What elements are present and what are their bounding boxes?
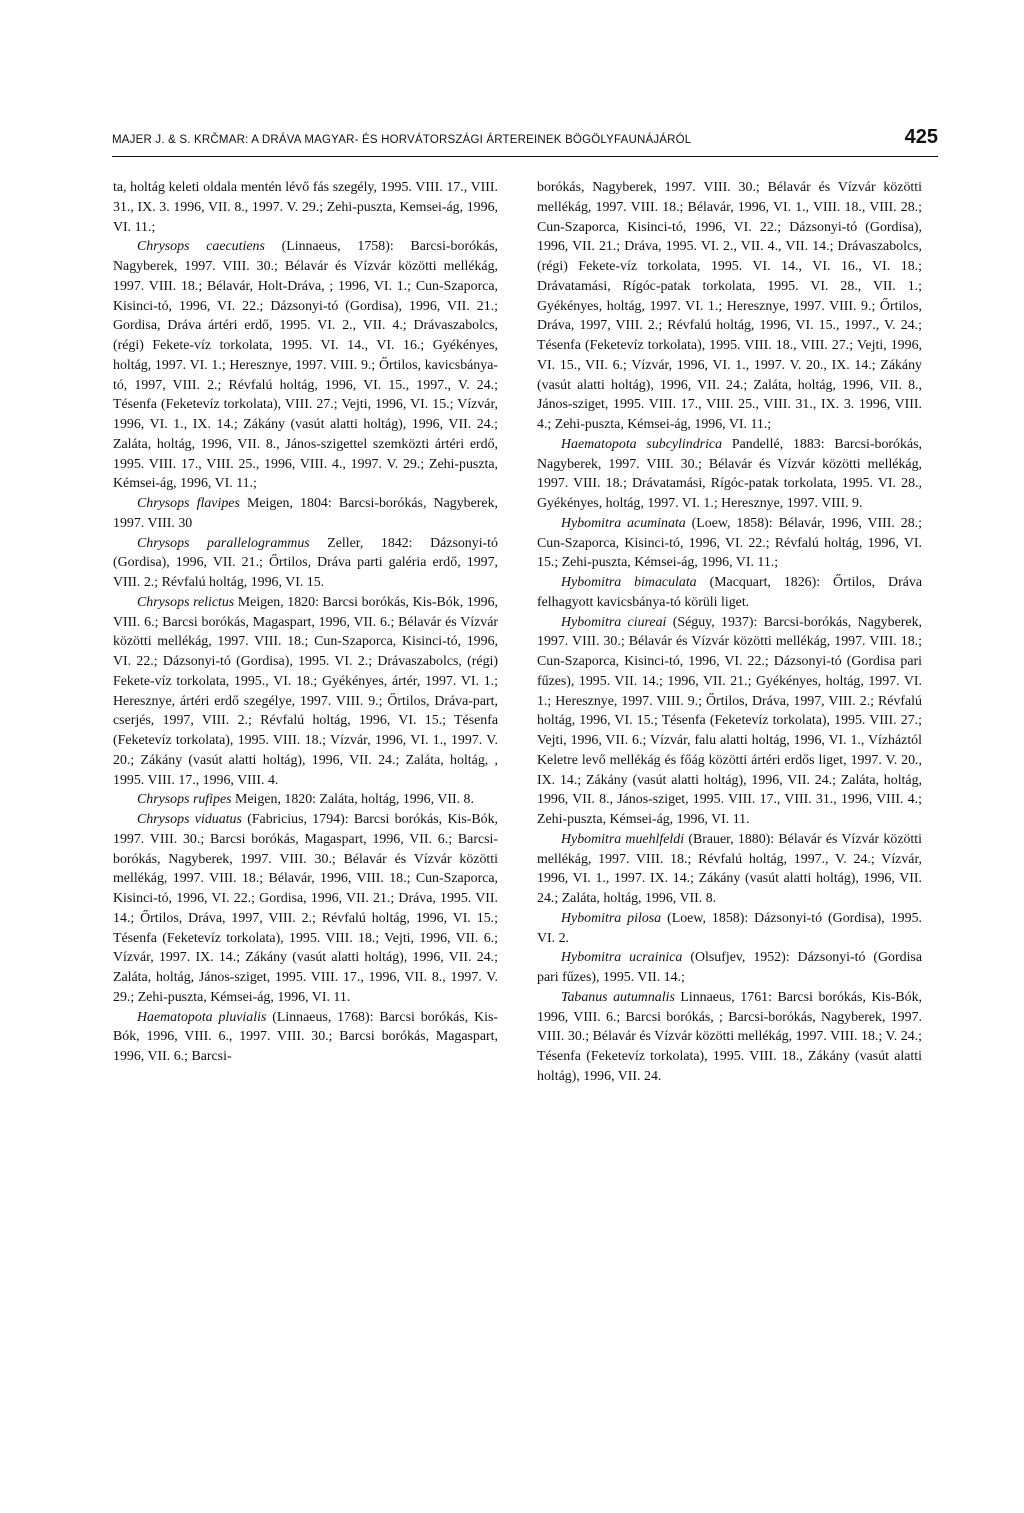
species-name: Hybomitra acuminata (561, 515, 686, 531)
page-number: 425 (904, 126, 938, 148)
species-record (537, 830, 922, 909)
species-record (113, 534, 498, 593)
species-name: Hybomitra pilosa (561, 910, 662, 926)
species-record (537, 514, 922, 573)
species-name: Haematopota pluvialis (137, 1009, 267, 1025)
species-name: Hybomitra bimaculata (561, 575, 697, 590)
species-name: Chrysops viduatus (137, 812, 242, 827)
species-record (113, 790, 498, 810)
species-record (537, 948, 922, 988)
record-text: (Fabricius, 1794): Barcsi borókás, Kis-Bók, 1997. VIII. 30.; Barcsi borókás, Magaspart, 1996, VII. 6.; Barcsi-borókás, Nagyberek, 1997. VIII. 30.; Bélavár és Vízvár közötti mellékág, 1997. VIII. 18.; Bélavár, 1996, VIII. 18.; Cun-Szaporca, Kisinci-tó, 1996, VI. 22.; Gordisa, 1996, VII. 21.; Dráva, 1995. VII. 14.; Őrtilos, Dráva, 1997, VIII. 2.; Révfalú holtág, 1996, VI. 15.; Tésenfa (Feketevíz torkolata), 1995. VIII. 18.; Vejti, 1996, VII. 6.; Vízvár, 1997. IX. 14.; Zákány (vasút alatti holtág), 1996, VII. 24.; Zaláta, holtág, János-sziget, 1995. VIII. 17., 1996, VII. 8., 1997. V. 29.; Zehi-puszta, Kémsei-ág, 1996, VI. 11. (113, 812, 498, 1005)
species-record (537, 988, 922, 1087)
record-text: Zeller, 1842: Dázsonyi-tó (Gordisa), 1996, VII. 21.; Őrtilos, Dráva parti galéria erdő, 1997, VIII. 2.; Révfalú holtág, 1996, VI. 15. (113, 535, 498, 590)
species-record (113, 494, 498, 534)
species-record (113, 810, 498, 1008)
record-text: Pandellé, 1883: Barcsi-borókás, Nagyberek, 1997. VIII. 30.; Bélavár és Vízvár közötti mellékág, 1997. VIII. 18.; Drávatamási, Rígóc-patak torkolata, 1995. VI. 28., Gyékényes, holtág, 1997. VI. 1.; Heresznye, 1997. VIII. 9. (537, 436, 922, 511)
record-text: Meigen, 1804: Barcsi-borókás, Nagyberek, 1997. VIII. 30 (113, 496, 499, 531)
right-column (537, 178, 922, 1087)
page-header (112, 126, 938, 157)
species-record (537, 573, 922, 613)
species-name: Haematopota subcylindrica (561, 436, 723, 452)
record-text: (Brauer, 1880): Bélavár és Vízvár közötti mellékág, 1997. VIII. 18.; Révfalú holtág, 1997., V. 24.; Vízvár, 1996, VI. 1., 1997. IX. 14.; Zákány (vasút alatti holtág), 1996, VII. 24.; Zaláta, holtág, 1996, VII. 8. (537, 831, 923, 906)
species-name: Chrysops rufipes (137, 792, 232, 808)
species-name: Chrysops caecutiens (137, 239, 265, 255)
record-text: (Linnaeus, 1768): Barcsi borókás, Kis-Bók, 1996, VIII. 6., 1997. VIII. 30.; Barcsi borókás, Magaspart, 1996, VII. 6.; Barcsi- (113, 1009, 499, 1064)
species-record (113, 1008, 498, 1067)
species-record (537, 178, 922, 435)
running-head: MAJER J. & S. KRČMAR: A DRÁVA MAGYAR- ÉS HORVÁTORSZÁGI ÁRTEREINEK BÖGÖLYFAUNÁJÁRÓL (112, 134, 692, 146)
species-record (113, 178, 498, 237)
record-text: (Loew, 1858): Dázsonyi-tó (Gordisa), 1995. VI. 2. (537, 910, 922, 946)
species-record (537, 909, 922, 949)
left-column (113, 178, 498, 1067)
record-text: (Loew, 1858): Bélavár, 1996, VIII. 28.; Cun-Szaporca, Kisinci-tó, 1996, VI. 22.; Révfalú holtág, 1996, VI. 15.; Zehi-puszta, Kémsei-ág, 1996, VI. 11.; (537, 515, 923, 571)
record-text: ta, holtág keleti oldala mentén lévő fás szegély, 1995. VIII. 17., VIII. 31., IX. 3. 1996, VII. 8., 1997. V. 29.; Zehi-puszta, Kemsei-ág, 1996, VI. 11.; (113, 180, 498, 235)
species-record (113, 593, 498, 791)
record-text: (Séguy, 1937): Barcsi-borókás, Nagyberek, 1997. VIII. 30.; Bélavár és Vízvár közötti mellékág, 1997. VIII. 18.; Cun-Szaporca, Kisinci-tó, 1996, VI. 22.; Dázsonyi-tó (Gordisa pari fűzes), 1995. VII. 14.; 1996, VII. 21.; Gyékényes, holtág, 1997. VI. 1.; Heresznye, 1997. VIII. 9.; Őrtilos, Dráva, 1997, VIII. 2.; Révfalú holtág, 1996, VI. 15.; Tésenfa (Feketevíz torkolata), 1995. VIII. 27.; Vejti, 1996, VII. 6.; Vízvár, falu alatti holtág, 1996, VI. 1., Vízháztól Keletre levő mellékág és főág közötti ártéri erdős liget, 1997. V. 20., IX. 14.; Zákány (vasút alatti holtág), 1996, VII. 24.; Zaláta, holtág, 1996, VII. 8., János-sziget, 1995. VIII. 17., VIII. 31., 1996, VIII. 4.; Zehi-puszta, Kémsei-ág, 1996, VI. 11. (537, 614, 922, 827)
species-name: Tabanus autumnalis (561, 989, 675, 1005)
species-name: Hybomitra ciureai (561, 614, 667, 630)
species-record (537, 613, 922, 830)
record-text: (Macquart, 1826): Őrtilos, Dráva felhagyott kavicsbánya-tó körüli liget. (537, 575, 922, 610)
species-name: Chrysops parallelogrammus (137, 535, 310, 551)
record-text: borókás, Nagyberek, 1997. VIII. 30.; Bélavár és Vízvár közötti mellékág, 1997. VIII. 18.; Bélavár, 1996, VI. 1., VIII. 18., VIII. 28.; Cun-Szaporca, Kisinci-tó, 1996, VI. 22.; Dázsonyi-tó (Gordisa), 1996, VII. 21.; Dráva, 1995. VI. 2., VII. 4., VII. 14.; Drávaszabolcs, (régi) Fekete-víz torkolata, 1995. VI. 14., VI. 16., VI. 18.; Drávatamási, Rígóc-patak torkolata, 1995. VI. 28., VII. 1.; Gyékényes, holtág, 1997. VI. 1.; Heresznye, 1997. VIII. 9.; Őrtilos, Dráva, 1997, VIII. 2.; Révfalú holtág, 1996, VI. 15., 1997., V. 24.; Tésenfa (Feketevíz torkolata), 1995. VIII. 18., VIII. 27.; Vejti, 1996, VI. 15., VII. 6.; Vízvár, 1996, VI. 1., 1997. V. 20., IX. 14.; Zákány (vasút alatti holtág), 1996, VII. 24.; Zaláta, holtág, 1996, VII. 8., János-sziget, 1995. VIII. 17., VIII. 25., VIII. 31., IX. 3. 1996, VIII. 4.; Zehi-puszta, Kémsei-ág, 1996, VI. 11.; (537, 180, 922, 432)
species-name: Chrysops flavipes (137, 496, 240, 511)
record-text: (Linnaeus, 1758): Barcsi-borókás, Nagyberek, 1997. VIII. 30.; Bélavár és Vízvár közötti mellékág, 1997. VIII. 18.; Bélavár, Holt-Dráva, ; 1996, VI. 1.; Cun-Szaporca, Kisinci-tó, 1996, VI. 22.; Dázsonyi-tó (Gordisa), 1996, VII. 21.; Gordisa, Dráva ártéri erdő, 1995. VI. 2., VII. 4.; Drávaszabolcs, (régi) Fekete-víz torkolata, 1995. VI. 14., VI. 16.; Gyékényes, holtág, 1997. VI. 1.; Heresznye, 1997. VIII. 9.; Őrtilos, kavicsbánya-tó, 1997, VIII. 2.; Révfalú holtág, 1996, VI. 15., 1997., V. 24.; Tésenfa (Feketevíz torkolata), VIII. 27.; Vejti, 1996, VI. 15.; Vízvár, 1996, VI. 1., IX. 14.; Zákány (vasút alatti holtág), 1996, VII. 24.; Zaláta, holtág, 1996, VII. 8., János-szigettel szemközti ártéri erdő, 1995. VIII. 17., VIII. 25., 1996, VIII. 4., 1997. V. 29.; Zehi-puszta, Kémsei-ág, 1996, VI. 11.; (113, 239, 499, 492)
species-record (537, 435, 922, 514)
record-text: Meigen, 1820: Barcsi borókás, Kis-Bók, 1996, VIII. 6.; Barcsi borókás, Magaspart, 1996, VII. 6.; Bélavár és Vízvár közötti mellékág, 1997. VIII. 18.; Cun-Szaporca, Kisinci-tó, 1996, VI. 22.; Dázsonyi-tó (Gordisa), 1995. VI. 2.; Drávaszabolcs, (régi) Fekete-víz torkolata, 1995., VI. 18.; Gyékényes, ártér, 1997. VI. 1.; Heresznye, ártéri erdő szegélye, 1997. VIII. 9.; Őrtilos, Dráva-part, cserjés, 1997, VIII. 2.; Révfalú holtág, 1996, VI. 15.; Tésenfa (Feketevíz torkolata), 1995. VIII. 18.; Vízvár, 1996, VI. 1., 1997. V. 20.; Zákány (vasút alatti holtág), 1996, VII. 24.; Zaláta, holtág, , 1995. VIII. 17., 1996, VIII. 4. (113, 594, 498, 788)
species-name: Hybomitra ucrainica (561, 950, 683, 966)
record-text: (Olsufjev, 1952): Dázsonyi-tó (Gordisa pari fűzes), 1995. VII. 14.; (537, 950, 923, 985)
record-text: Meigen, 1820: Zaláta, holtág, 1996, VII. 8. (231, 792, 474, 808)
record-text: Linnaeus, 1761: Barcsi borókás, Kis-Bók, 1996, VIII. 6.; Barcsi borókás, ; Barcsi-borókás, Nagyberek, 1997. VIII. 30.; Bélavár és Vízvár közötti mellékág, 1997. VIII. 18.; V. 24.; Tésenfa (Feketevíz torkolata), 1995. VIII. 18., Zákány (vasút alatti holtág), 1996, VII. 24. (537, 989, 922, 1084)
species-record (113, 237, 498, 494)
species-name: Hybomitra muehlfeldi (561, 831, 685, 847)
species-name: Chrysops relictus (137, 594, 235, 610)
